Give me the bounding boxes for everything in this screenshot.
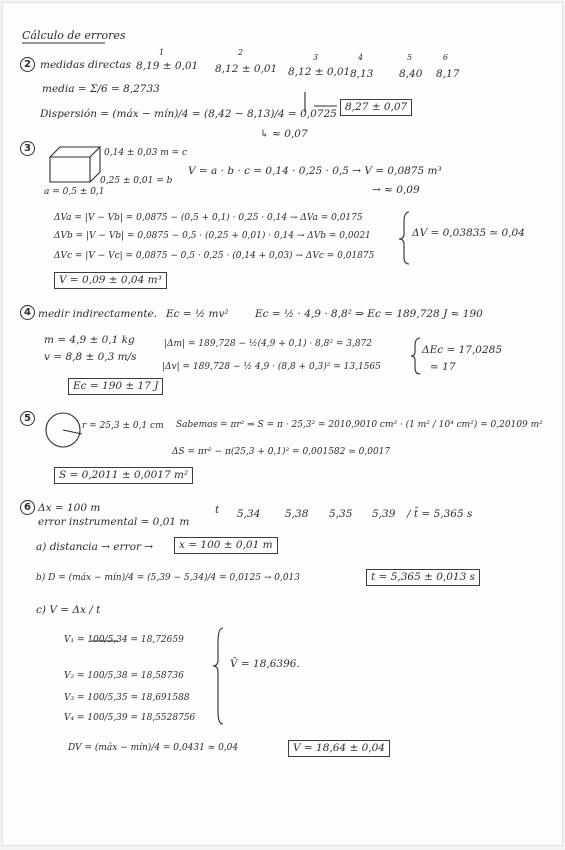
section-4-number: 4 bbox=[20, 305, 35, 320]
s6-v1: V₁ = 100/5,34 = 18,72659 bbox=[64, 635, 184, 645]
s6-t-value-1: 5,34 bbox=[237, 508, 261, 520]
s2-index-2: 2 bbox=[238, 48, 244, 57]
s4-ec-calc: Ec = ½ · 4,9 · 8,8² ⇒ Ec = 189,728 J ≈ 190 bbox=[255, 308, 483, 320]
s6-v3: V₃ = 100/5,35 = 18,691588 bbox=[64, 693, 190, 703]
section-6-number: 6 bbox=[20, 500, 35, 515]
s2-measurement-5: 8,40 bbox=[399, 68, 423, 80]
s3-dv-total: ΔV = 0,03835 ≃ 0,04 bbox=[412, 227, 525, 239]
s4-dm: |Δm| = 189,728 − ½(4,9 + 0,1) · 8,8² = 3,872 bbox=[164, 339, 373, 349]
s2-measurement-6: 8,17 bbox=[436, 68, 460, 80]
s2-measurement-4: 8,13 bbox=[350, 68, 374, 80]
s3-dim-a: a = 0,5 ± 0,1 bbox=[44, 187, 105, 197]
s2-index-4: 4 bbox=[358, 53, 364, 62]
s3-dim-c: 0,14 ± 0,03 m = c bbox=[104, 148, 188, 158]
s4-speed: v = 8,8 ± 0,3 m/s bbox=[44, 351, 137, 363]
s6-v2: V₂ = 100/5,38 = 18,58736 bbox=[64, 671, 184, 681]
s6-v-mean: V̄ = 18,6396. bbox=[230, 658, 300, 670]
s6-b-label: b) D = (máx − mín)/4 = (5,39 − 5,34)/4 = 0,0125 → 0,013 bbox=[36, 573, 301, 583]
s6-dv: DV = (máx − mín)/4 = 0,0431 ≃ 0,04 bbox=[68, 743, 239, 753]
s2-measurement-1: 8,19 ± 0,01 bbox=[136, 60, 199, 72]
s2-index-6: 6 bbox=[443, 53, 449, 62]
s2-index-3: 3 bbox=[313, 53, 319, 62]
s3-dva: ΔVa = |V − Vb| = 0,0875 − (0,5 + 0,1) · 0,25 · 0,14 → ΔVa = 0,0175 bbox=[54, 213, 363, 223]
s6-v4: V₄ = 100/5,39 = 18,5528756 bbox=[64, 713, 196, 723]
s4-dec-approx: ≃ 17 bbox=[430, 361, 456, 373]
s5-area: Sabemos = πr² ⇒ S = π · 25,3² = 2010,9010 cm² · (1 m² / 10⁴ cm²) = 0,20109 m² bbox=[176, 420, 543, 430]
s6-dx: Δx = 100 m bbox=[38, 502, 101, 514]
s2-dispersion: Dispersión = (máx − mín)/4 = (8,42 − 8,13)/4 = 0,0725 bbox=[40, 108, 337, 120]
page-title: Cálculo de errores bbox=[22, 29, 126, 42]
s6-a-label: a) distancia → error → bbox=[36, 541, 154, 553]
s4-heading: medir indirectamente. bbox=[38, 308, 158, 320]
s5-radius: r = 25,3 ± 0,1 cm bbox=[82, 421, 164, 431]
s3-result: V = 0,09 ± 0,04 m³ bbox=[54, 272, 167, 289]
section-3-number: 3 bbox=[20, 141, 35, 156]
s3-dim-b: 0,25 ± 0,01 = b bbox=[100, 176, 173, 186]
s3-volume: V = a · b · c = 0,14 · 0,25 · 0,5 → V = 0,0875 m³ bbox=[188, 165, 442, 177]
s6-result: V = 18,64 ± 0,04 bbox=[288, 740, 390, 757]
s2-measurement-3: 8,12 ± 0,01 bbox=[288, 66, 351, 78]
s6-t-label: t bbox=[215, 504, 220, 516]
s4-result: Ec = 190 ± 17 J bbox=[68, 378, 163, 395]
s6-c-label: c) V = Δx / t bbox=[36, 604, 101, 616]
notebook-page bbox=[2, 2, 563, 846]
s2-mean: media = Σ/6 = 8,2733 bbox=[42, 83, 160, 95]
s3-dvb: ΔVb = |V − Vb| = 0,0875 − 0,5 · (0,25 + 0,01) · 0,14 → ΔVb = 0,0021 bbox=[54, 231, 371, 241]
section-2-number: 2 bbox=[20, 57, 35, 72]
s6-t-value-2: 5,38 bbox=[285, 508, 309, 520]
s2-result: 8,27 ± 0,07 bbox=[340, 99, 412, 116]
s4-ec-formula: Ec = ½ mv² bbox=[166, 308, 229, 320]
s2-approx: ↳ ≈ 0,07 bbox=[260, 128, 308, 140]
section-5-number: 5 bbox=[20, 411, 35, 426]
s2-index-5: 5 bbox=[407, 53, 413, 62]
s5-ds: ΔS = πr² − π(25,3 + 0,1)² = 0,001582 ≃ 0,0017 bbox=[172, 447, 391, 457]
s2-index-1: 1 bbox=[159, 48, 165, 57]
s4-dec: ΔEc = 17,0285 bbox=[422, 344, 503, 356]
s3-dvc: ΔVc = |V − Vc| = 0,0875 − 0,5 · 0,25 · (0,14 + 0,03) → ΔVc = 0,01875 bbox=[54, 251, 375, 261]
s2-measurement-2: 8,12 ± 0,01 bbox=[215, 63, 278, 75]
s3-approx: → ≈ 0,09 bbox=[372, 184, 420, 196]
s6-t-value-3: 5,35 bbox=[329, 508, 353, 520]
s6-a-result: x = 100 ± 0,01 m bbox=[174, 537, 278, 554]
s6-b-result: t = 5,365 ± 0,013 s bbox=[366, 569, 480, 586]
s4-mass: m = 4,9 ± 0,1 kg bbox=[44, 334, 135, 346]
s6-t-mean: / t̄ = 5,365 s bbox=[407, 508, 473, 520]
s6-instrumental-error: error instrumental = 0,01 m bbox=[38, 516, 190, 528]
s4-dv: |Δv| = 189,728 − ½ 4,9 · (8,8 + 0,3)² = 13,1565 bbox=[162, 362, 381, 372]
s6-t-value-4: 5,39 bbox=[372, 508, 396, 520]
s2-heading: medidas directas bbox=[40, 59, 132, 71]
s5-result: S = 0,2011 ± 0,0017 m² bbox=[54, 467, 193, 484]
